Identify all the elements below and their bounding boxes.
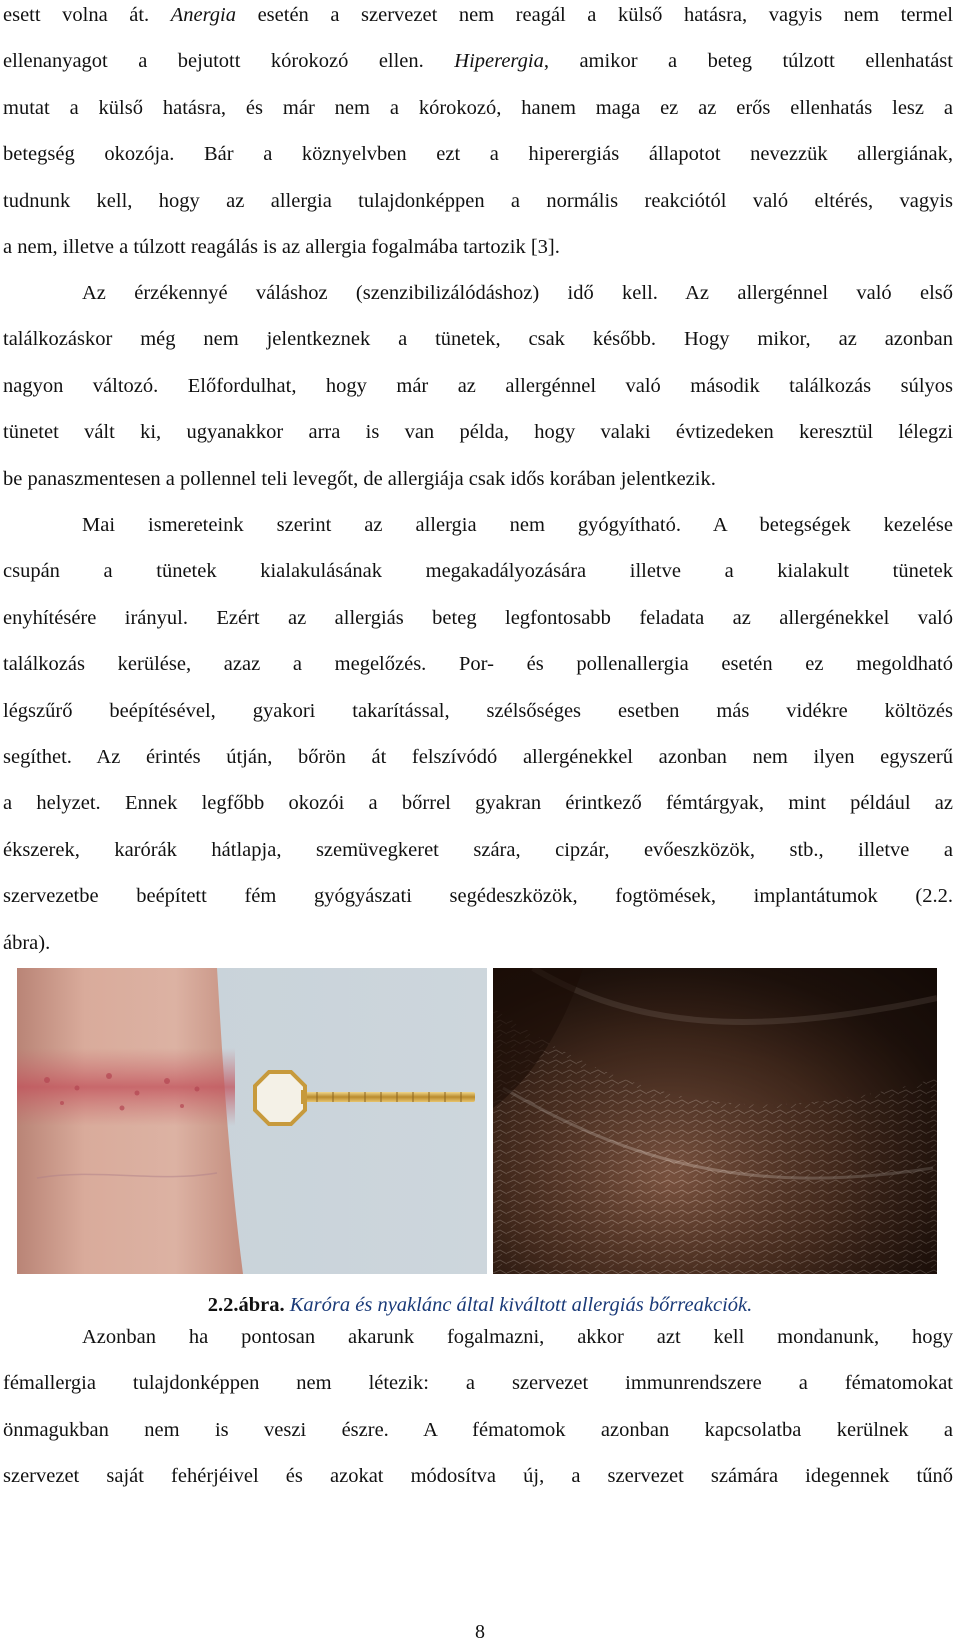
wrist-photo-illustration xyxy=(17,968,487,1274)
text-line: mutat a külső hatásra, és már nem a kórokozó, hanem maga ez az erős ellenhatás lesz a xyxy=(3,96,953,119)
figure-skin-reactions xyxy=(17,968,937,1274)
caption-label: 2.2.ábra. xyxy=(207,1294,285,1316)
text-line: esett volna át. Anergia esetén a szervezet nem reagál a külső hatásra, vagyis nem termel xyxy=(3,4,953,26)
text-line: találkozás kerülése, azaz a megelőzés. Por- és pollenallergia esetén ez megoldható xyxy=(3,653,953,676)
text-line: Az érzékennyé váláshoz (szenzibilizálódáshoz) idő kell. Az allergénnel való első xyxy=(82,282,953,304)
text-line: csupán a tünetek kialakulásának megakadályozására illetve a kialakult tünetek xyxy=(3,560,953,583)
text-line: szervezetbe beépített fém gyógyászati segédeszközök, fogtömések, implantátumok (2.2. xyxy=(3,885,953,908)
text-line: Mai ismereteink szerint az allergia nem gyógyítható. A betegségek kezelése xyxy=(82,514,953,536)
text-line: tünetet vált ki, ugyanakkor arra is van példa, hogy valaki évtizedeken keresztül lélegzi xyxy=(3,421,953,444)
text-line: a nem, illetve a túlzott reagálás is az allergia fogalmába tartozik [3]. xyxy=(3,235,560,258)
text-line: ellenanyagot a bejutott kórokozó ellen. Hiperergia, amikor a beteg túlzott ellenhatást xyxy=(3,50,953,73)
neck-photo-illustration xyxy=(493,968,937,1274)
text-line: légszűrő beépítésével, gyakori takarítással, szélsőséges esetben más vidékre költözés xyxy=(3,699,953,722)
text-line: szervezet saját fehérjéivel és azokat módosítva új, a szervezet számára idegennek tűnő xyxy=(3,1465,953,1488)
text-line: találkozáskor még nem jelentkeznek a tünetek, csak később. Hogy mikor, az azonban xyxy=(3,328,953,351)
photo-wrist-watch-reaction xyxy=(17,968,487,1274)
text-line: nagyon változó. Előfordulhat, hogy már az allergénnel való második találkozás súlyos xyxy=(3,374,953,397)
text-line: segíthet. Az érintés útján, bőrön át felszívódó allergénekkel azonban nem ilyen egyszerű xyxy=(3,745,953,768)
text-line: önmagukban nem is veszi észre. A fématomok azonban kapcsolatba kerülnek a xyxy=(3,1418,953,1441)
text-line: fémallergia tulajdonképpen nem létezik: a szervezet immunrendszere a fématomokat xyxy=(3,1372,953,1395)
text-line: tudnunk kell, hogy az allergia tulajdonképpen a normális reakciótól való eltérés, vagyis xyxy=(3,189,953,212)
text-line: ékszerek, karórák hátlapja, szemüvegkeret szára, cipzár, evőeszközök, stb., illetve a xyxy=(3,838,953,861)
text-line: a helyzet. Ennek legfőbb okozói a bőrrel gyakran érintkező fémtárgyak, mint például az xyxy=(3,792,953,815)
text-line: be panaszmentesen a pollennel teli levegőt, de allergiája csak idős korában jelentkezik. xyxy=(3,467,716,490)
text-line: Azonban ha pontosan akarunk fogalmazni, akkor azt kell mondanunk, hogy xyxy=(82,1326,953,1348)
photo-neck-necklace-reaction xyxy=(493,968,937,1274)
paragraph-metal-allergy xyxy=(3,1314,953,1500)
text-line: ábra). xyxy=(3,931,51,954)
paragraph-allergy-types xyxy=(3,0,953,270)
page-number: 8 xyxy=(475,1621,485,1643)
caption-text: Karóra és nyaklánc által kiváltott allergiás bőrreakciók. xyxy=(284,1294,753,1316)
paragraph-treatment xyxy=(3,502,953,966)
paragraph-sensitization xyxy=(3,270,953,502)
text-line: enyhítésére irányul. Ezért az allergiás beteg legfontosabb feladata az allergénekkel való xyxy=(3,606,953,629)
text-line: betegség okozója. Bár a köznyelvben ezt a hiperergiás állapotot nevezzük allergiának, xyxy=(3,143,953,166)
